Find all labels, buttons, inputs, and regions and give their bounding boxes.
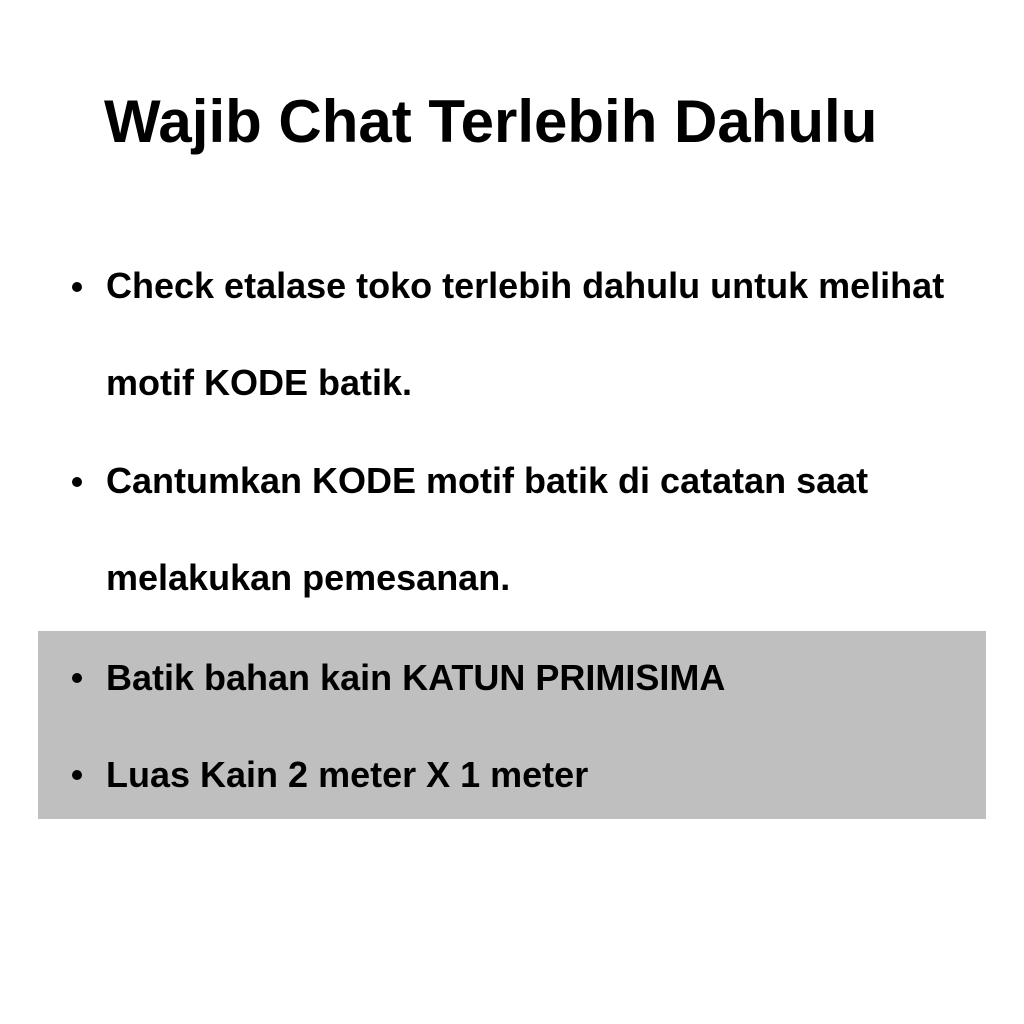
page-title: Wajib Chat Terlebih Dahulu — [104, 88, 878, 155]
product-detail-text: Luas Kain 2 meter X 1 meter — [106, 754, 589, 795]
bullet-dot-icon — [72, 282, 82, 292]
bullet-dot-icon — [72, 770, 82, 780]
bullet-dot-icon — [72, 673, 82, 683]
product-detail-text: Batik bahan kain KATUN PRIMISIMA — [106, 657, 726, 698]
bullet-dot-icon — [72, 477, 82, 487]
instruction-text: Cantumkan KODE motif batik di catatan saat melakukan pemesanan. — [106, 460, 869, 598]
instruction-text: Check etalase toko terlebih dahulu untuk melihat motif KODE batik. — [106, 265, 945, 403]
